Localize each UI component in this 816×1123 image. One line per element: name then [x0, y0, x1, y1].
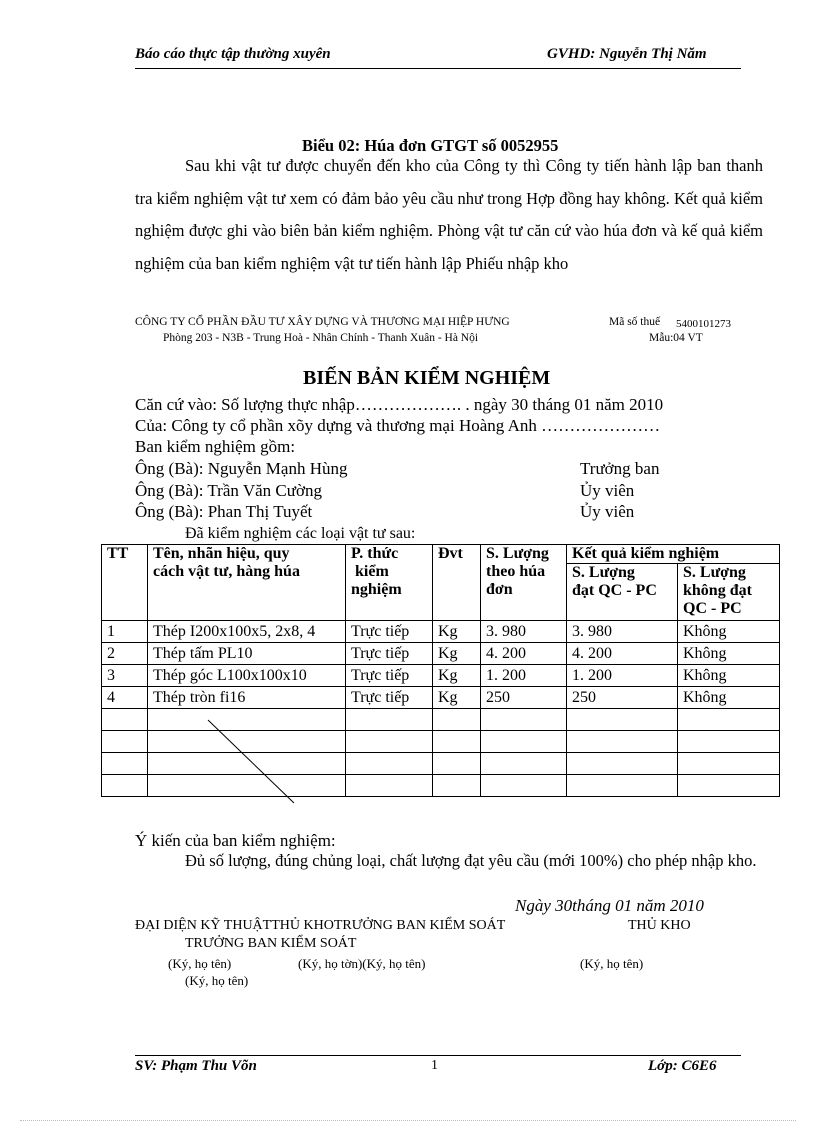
footer-right: Lớp: C6E6: [648, 1058, 717, 1074]
page-number: 1: [431, 1058, 438, 1073]
member-name: Ông (Bà): Trần Văn Cường: [135, 481, 322, 500]
signature-title-control: TRƯỞNG BAN KIỂM SOÁT: [185, 936, 357, 951]
cell-fail: Không: [678, 687, 780, 709]
col-header-pass: S. Lượng đạt QC - PC: [567, 564, 678, 621]
cell-unit: Kg: [433, 621, 481, 643]
cell-qty: 4. 200: [481, 643, 567, 665]
cell-name: Thép I200x100x5, 2x8, 4: [148, 621, 346, 643]
doc-title: BIẾN BẢN KIỂM NGHIỆM: [303, 367, 551, 389]
tax-label: Mã số thuế: [609, 316, 661, 328]
page-title: Biểu 02: Húa đơn GTGT số 0052955: [302, 136, 559, 155]
cell-pass: 3. 980: [567, 621, 678, 643]
col-header-fail: S. Lượng không đạt QC - PC: [678, 564, 780, 621]
cell-method: Trực tiếp: [346, 665, 433, 687]
col-header-method: P. thức kiểm nghiệm: [346, 545, 433, 621]
header-left: Báo cáo thực tập thường xuyên: [135, 46, 331, 62]
cell-qty: 3. 980: [481, 621, 567, 643]
col-header-tt: TT: [102, 545, 148, 621]
footer-rule: [135, 1055, 741, 1056]
cell-fail: Không: [678, 665, 780, 687]
member-role: Ủy viên: [580, 502, 635, 521]
signature-title-keeper: THỦ KHO: [628, 918, 691, 933]
sign-hint: (Ký, họ tờn)(Ký, họ tên): [298, 956, 426, 971]
company-name: CÔNG TY CỔ PHẦN ĐẦU TƯ XÂY DỰNG VÀ THƯƠNG MẠI HIỆP HƯNG: [135, 316, 510, 328]
sign-hint: (Ký, họ tên): [185, 973, 249, 988]
page-edge: [20, 1120, 796, 1121]
sign-hint: (Ký, họ tên): [168, 956, 232, 971]
cell-unit: Kg: [433, 687, 481, 709]
committee-label: Ban kiểm nghiệm gồm:: [135, 437, 296, 456]
cell-name: Thép tấm PL10: [148, 643, 346, 665]
signature-titles: ĐẠI DIỆN KỸ THUẬTTHỦ KHOTRƯỞNG BAN KIỂM SOÁT: [135, 918, 506, 933]
cell-tt: 2: [102, 643, 148, 665]
footer-left: SV: Phạm Thu Võn: [135, 1058, 257, 1074]
cell-method: Trực tiếp: [346, 643, 433, 665]
basis-line: Căn cứ vào: Số lượng thực nhập………………. . ngày 30 tháng 01 năm 2010: [135, 395, 664, 414]
cell-fail: Không: [678, 621, 780, 643]
cell-tt: 4: [102, 687, 148, 709]
cell-pass: 1. 200: [567, 665, 678, 687]
cell-unit: Kg: [433, 665, 481, 687]
col-header-unit: Đvt: [433, 545, 481, 621]
member-name: Ông (Bà): Nguyễn Mạnh Hùng: [135, 459, 348, 478]
cell-name: Thép tròn fi16: [148, 687, 346, 709]
company-address: Phòng 203 - N3B - Trung Hoà - Nhân Chính - Thanh Xuân - Hà Nội: [163, 332, 479, 344]
cell-pass: 250: [567, 687, 678, 709]
tax-code: 5400101273: [676, 318, 731, 330]
member-role: Trưởng ban: [580, 459, 660, 478]
cell-qty: 1. 200: [481, 665, 567, 687]
cell-tt: 1: [102, 621, 148, 643]
cell-fail: Không: [678, 643, 780, 665]
tested-label: Đã kiểm nghiệm các loại vật tư sau:: [185, 525, 416, 542]
opinion-text: Đủ số lượng, đúng chủng loại, chất lượng đạt yêu cầu (mới 100%) cho phép nhập kho.: [185, 851, 757, 870]
cell-unit: Kg: [433, 643, 481, 665]
cell-name: Thép góc L100x100x10: [148, 665, 346, 687]
header-right: GVHD: Nguyễn Thị Năm: [547, 46, 707, 62]
col-header-qty: S. Lượng theo húa đơn: [481, 545, 567, 621]
form-number: Mẫu:04 VT: [649, 332, 703, 344]
cell-pass: 4. 200: [567, 643, 678, 665]
col-header-name: Tên, nhãn hiệu, quy cách vật tư, hàng húa: [148, 545, 346, 621]
member-name: Ông (Bà): Phan Thị Tuyết: [135, 502, 313, 521]
of-line: Của: Công ty cổ phần xõy dựng và thương mại Hoàng Anh …………………: [135, 416, 661, 435]
sign-date: Ngày 30tháng 01 năm 2010: [515, 896, 704, 915]
opinion-label: Ý kiến của ban kiểm nghiệm:: [135, 831, 336, 850]
cell-qty: 250: [481, 687, 567, 709]
col-header-result: Kết quả kiểm nghiệm: [567, 545, 780, 564]
cell-method: Trực tiếp: [346, 621, 433, 643]
member-role: Ủy viên: [580, 481, 635, 500]
cell-method: Trực tiếp: [346, 687, 433, 709]
intro-paragraph: Sau khi vật tư được chuyển đến kho của Công ty thì Công ty tiến hành lập ban thanh tra kiểm nghiệm vật tư xem có đảm bảo yêu cầu như trong Hợp đồng hay không. Kết quả kiểm nghiệm được ghi vào biên bản kiểm nghiệm. Phòng vật tư căn cứ vào húa đơn và kế quả kiểm nghiệm của ban kiểm nghiệm vật tư tiến hành lập Phiếu nhập kho: [135, 156, 763, 273]
sign-hint: (Ký, họ tên): [580, 956, 644, 971]
cell-tt: 3: [102, 665, 148, 687]
